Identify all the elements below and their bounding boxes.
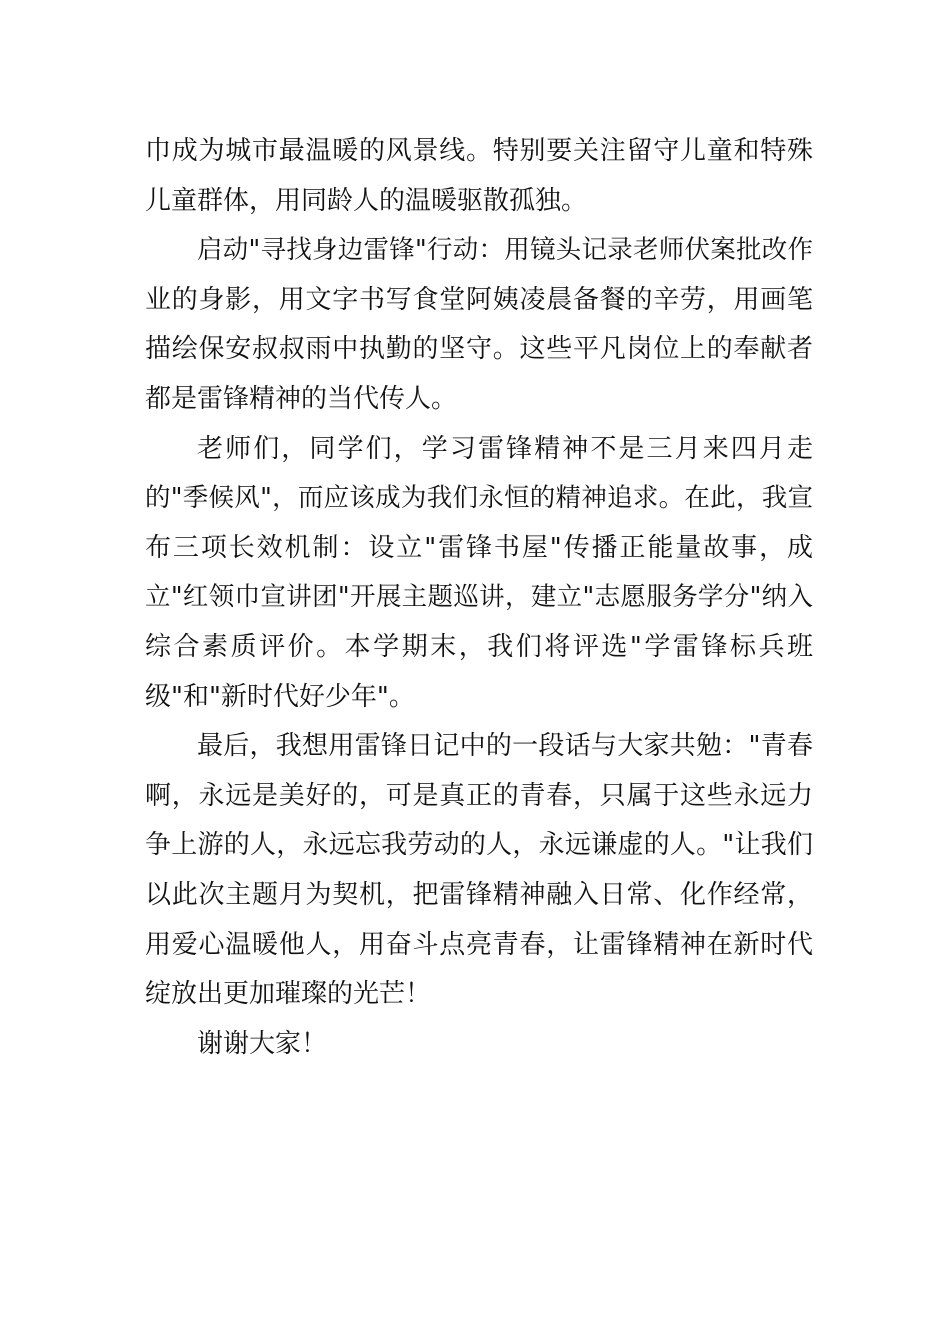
text-line: 啊，永远是美好的，可是真正的青春，只属于这些永远力 [145,780,813,811]
text-line: 都是雷锋精神的当代传人。 [145,383,458,414]
text-line: 用爱心温暖他人，用奋斗点亮青春，让雷锋精神在新时代 [145,929,813,960]
text-line: 描绘保安叔叔雨中执勤的坚守。这些平凡岗位上的奉献者 [145,334,813,365]
text-line: 立"红领巾宣讲团"开展主题巡讲，建立"志愿服务学分"纳入 [145,582,813,613]
text-line: 业的身影，用文字书写食堂阿姨凌晨备餐的辛劳，用画笔 [145,284,813,315]
text-line: 级"和"新时代好少年"。 [145,681,415,712]
text-line: 以此次主题月为契机，把雷锋精神融入日常、化作经常， [145,879,813,910]
text-line: 老师们，同学们，学习雷锋精神不是三月来四月走 [197,433,813,464]
text-line: 布三项长效机制：设立"雷锋书屋"传播正能量故事，成 [145,532,813,563]
text-line: 启动"寻找身边雷锋"行动：用镜头记录老师伏案批改作 [197,235,813,266]
text-line: 综合素质评价。本学期末，我们将评选"学雷锋标兵班 [145,631,813,662]
text-line: 争上游的人，永远忘我劳动的人，永远谦虚的人。"让我们 [145,830,813,861]
closing-line: 谢谢大家！ [197,1028,328,1059]
text-line: 最后，我想用雷锋日记中的一段话与大家共勉："青春 [197,731,813,762]
text-line: 巾成为城市最温暖的风景线。特别要关注留守儿童和特殊 [145,136,813,166]
text-line: 的"季候风"，而应该成为我们永恒的精神追求。在此，我宣 [145,483,813,514]
document-body [145,127,813,1069]
text-line: 绽放出更加璀璨的光芒！ [145,979,432,1010]
text-line: 儿童群体，用同龄人的温暖驱散孤独。 [145,185,588,216]
